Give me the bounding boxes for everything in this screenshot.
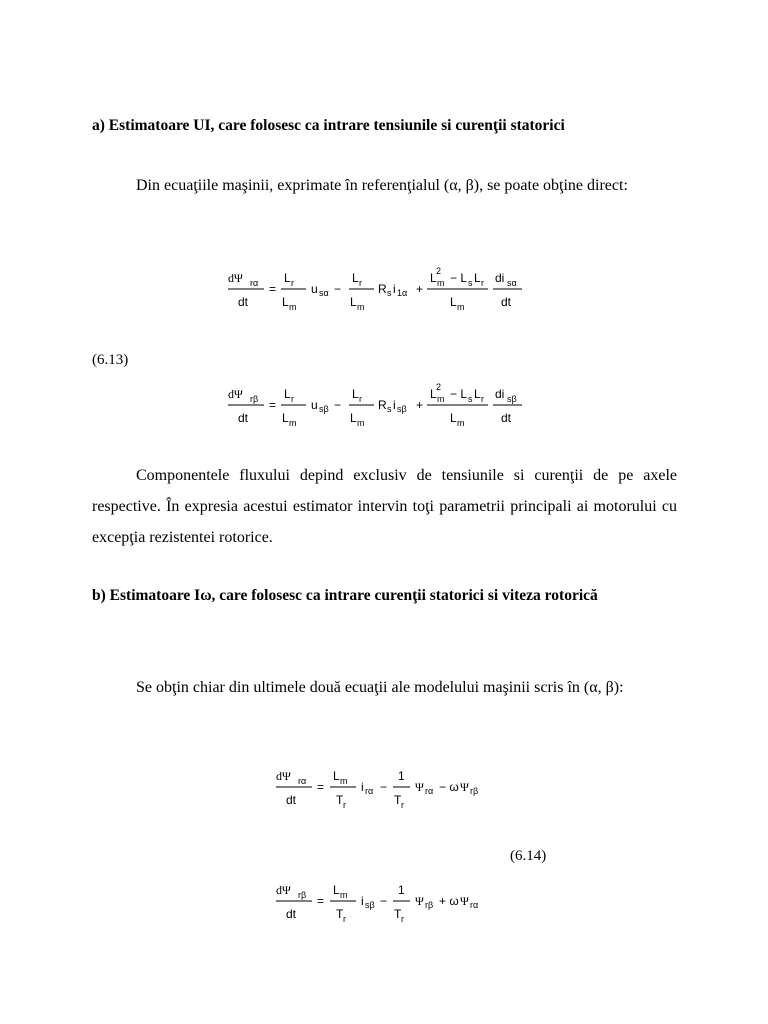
section-b-heading: b) Estimatoare Iω, care folosesc ca intrare curenţii statorici si viteza rotorică xyxy=(92,587,598,604)
equation-flux-beta-iw xyxy=(276,876,516,926)
svg-text:=: = xyxy=(269,282,277,296)
svg-text:L: L xyxy=(282,295,289,309)
svg-text:T: T xyxy=(394,793,402,807)
svg-text:m: m xyxy=(289,302,297,312)
svg-text:L: L xyxy=(282,411,289,425)
svg-text:i: i xyxy=(393,282,396,296)
svg-text:dΨ: dΨ xyxy=(276,769,291,783)
svg-text:di: di xyxy=(495,271,505,285)
svg-text:L: L xyxy=(352,387,359,401)
svg-text:m: m xyxy=(457,418,465,428)
svg-text:sβ: sβ xyxy=(507,394,517,404)
svg-text:sβ: sβ xyxy=(397,404,407,414)
svg-text:L: L xyxy=(284,271,291,285)
svg-text:s: s xyxy=(468,278,473,288)
svg-text:R: R xyxy=(378,398,387,412)
section-a-intro: Din ecuaţiile maşinii, exprimate în referenţialul (α, β), se poate obţine direct: xyxy=(136,177,628,194)
svg-text:s: s xyxy=(468,394,473,404)
svg-text:T: T xyxy=(336,907,344,921)
svg-text:u: u xyxy=(311,398,318,412)
svg-text:−: − xyxy=(380,780,388,794)
svg-text:sα: sα xyxy=(507,278,517,288)
svg-text:dt: dt xyxy=(501,295,512,309)
svg-text:L: L xyxy=(430,387,437,401)
svg-text:rβ: rβ xyxy=(470,786,479,796)
svg-text:u: u xyxy=(311,282,318,296)
svg-text:rα: rα xyxy=(298,776,307,786)
svg-text:1α: 1α xyxy=(397,288,408,298)
equation-flux-alpha-ui xyxy=(228,262,548,314)
svg-text:r: r xyxy=(481,394,484,404)
svg-text:L: L xyxy=(450,411,457,425)
svg-text:L: L xyxy=(474,271,481,285)
svg-text:sβ: sβ xyxy=(319,404,329,414)
svg-text:rα: rα xyxy=(365,786,374,796)
svg-text:L: L xyxy=(474,387,481,401)
svg-text:−: − xyxy=(334,282,342,296)
svg-text:Ψ: Ψ xyxy=(460,894,469,908)
section-b-intro: Se obţin chiar din ultimele două ecuaţii ale modelului maşinii scris în (α, β): xyxy=(136,679,624,696)
svg-text:m: m xyxy=(340,890,348,900)
svg-text:1: 1 xyxy=(398,883,405,897)
svg-text:+ ω: + ω xyxy=(439,894,459,908)
svg-text:R: R xyxy=(378,282,387,296)
svg-text:r: r xyxy=(343,800,346,810)
equation-flux-alpha-iw xyxy=(276,762,516,812)
svg-text:r: r xyxy=(401,800,404,810)
svg-text:r: r xyxy=(343,914,346,924)
svg-text:Ψ: Ψ xyxy=(415,780,424,794)
section-a-conclusion: Componentele fluxului depind exclusiv de tensiunile si curenţii de pe axele respective. În expresia acestui estimator intervin toţi parametrii principali ai motorului cu excepţia rezistentei rotorice. xyxy=(92,467,677,546)
svg-text:rβ: rβ xyxy=(425,900,434,910)
svg-text:L: L xyxy=(350,295,357,309)
svg-text:rβ: rβ xyxy=(250,394,259,404)
svg-text:2: 2 xyxy=(436,266,442,276)
svg-text:=: = xyxy=(317,780,325,794)
svg-text:Ψ: Ψ xyxy=(415,894,424,908)
svg-text:+: + xyxy=(416,398,424,412)
svg-text:m: m xyxy=(357,418,365,428)
svg-text:T: T xyxy=(394,907,402,921)
equation-number-6-14: (6.14) xyxy=(510,848,547,864)
svg-text:− L: − L xyxy=(450,271,468,285)
svg-text:L: L xyxy=(450,295,457,309)
svg-text:m: m xyxy=(457,302,465,312)
svg-text:rα: rα xyxy=(425,786,434,796)
svg-text:dt: dt xyxy=(238,411,249,425)
svg-text:m: m xyxy=(289,418,297,428)
svg-text:r: r xyxy=(291,394,294,404)
svg-text:s: s xyxy=(387,288,392,298)
svg-text:L: L xyxy=(333,883,340,897)
svg-text:m: m xyxy=(357,302,365,312)
svg-text:m: m xyxy=(340,776,348,786)
svg-text:dΨ: dΨ xyxy=(276,883,291,897)
section-a-heading: a) Estimatoare UI, care folosesc ca intrare tensiunile si curenţii statorici xyxy=(92,117,565,134)
svg-text:dt: dt xyxy=(286,793,297,807)
svg-text:dt: dt xyxy=(501,411,512,425)
svg-text:r: r xyxy=(359,394,362,404)
svg-text:sβ: sβ xyxy=(365,900,375,910)
svg-text:r: r xyxy=(291,278,294,288)
equation-number-6-13: (6.13) xyxy=(92,352,129,368)
svg-text:Ψ: Ψ xyxy=(460,780,469,794)
svg-text:r: r xyxy=(359,278,362,288)
svg-text:L: L xyxy=(333,769,340,783)
svg-text:i: i xyxy=(393,398,396,412)
svg-text:i: i xyxy=(361,780,364,794)
svg-text:L: L xyxy=(350,411,357,425)
equation-flux-beta-ui xyxy=(228,378,548,430)
svg-text:− ω: − ω xyxy=(439,780,459,794)
svg-text:2: 2 xyxy=(436,382,442,392)
svg-text:dΨ: dΨ xyxy=(228,387,243,401)
svg-text:m: m xyxy=(437,278,445,288)
svg-text:=: = xyxy=(269,398,277,412)
svg-text:rβ: rβ xyxy=(298,890,307,900)
svg-text:i: i xyxy=(361,894,364,908)
svg-text:L: L xyxy=(430,271,437,285)
svg-text:T: T xyxy=(336,793,344,807)
svg-text:−: − xyxy=(380,894,388,908)
svg-text:r: r xyxy=(481,278,484,288)
svg-text:rα: rα xyxy=(470,900,479,910)
svg-text:di: di xyxy=(495,387,505,401)
svg-text:r: r xyxy=(401,914,404,924)
svg-text:−: − xyxy=(334,398,342,412)
svg-text:L: L xyxy=(284,387,291,401)
svg-text:s: s xyxy=(387,404,392,414)
svg-text:L: L xyxy=(352,271,359,285)
svg-text:dΨ: dΨ xyxy=(228,271,243,285)
svg-text:m: m xyxy=(437,394,445,404)
svg-text:=: = xyxy=(317,894,325,908)
svg-text:+: + xyxy=(416,282,424,296)
svg-text:rα: rα xyxy=(250,278,259,288)
svg-text:sα: sα xyxy=(319,288,329,298)
svg-text:− L: − L xyxy=(450,387,468,401)
svg-text:dt: dt xyxy=(286,907,297,921)
svg-text:dt: dt xyxy=(238,295,249,309)
svg-text:1: 1 xyxy=(398,769,405,783)
